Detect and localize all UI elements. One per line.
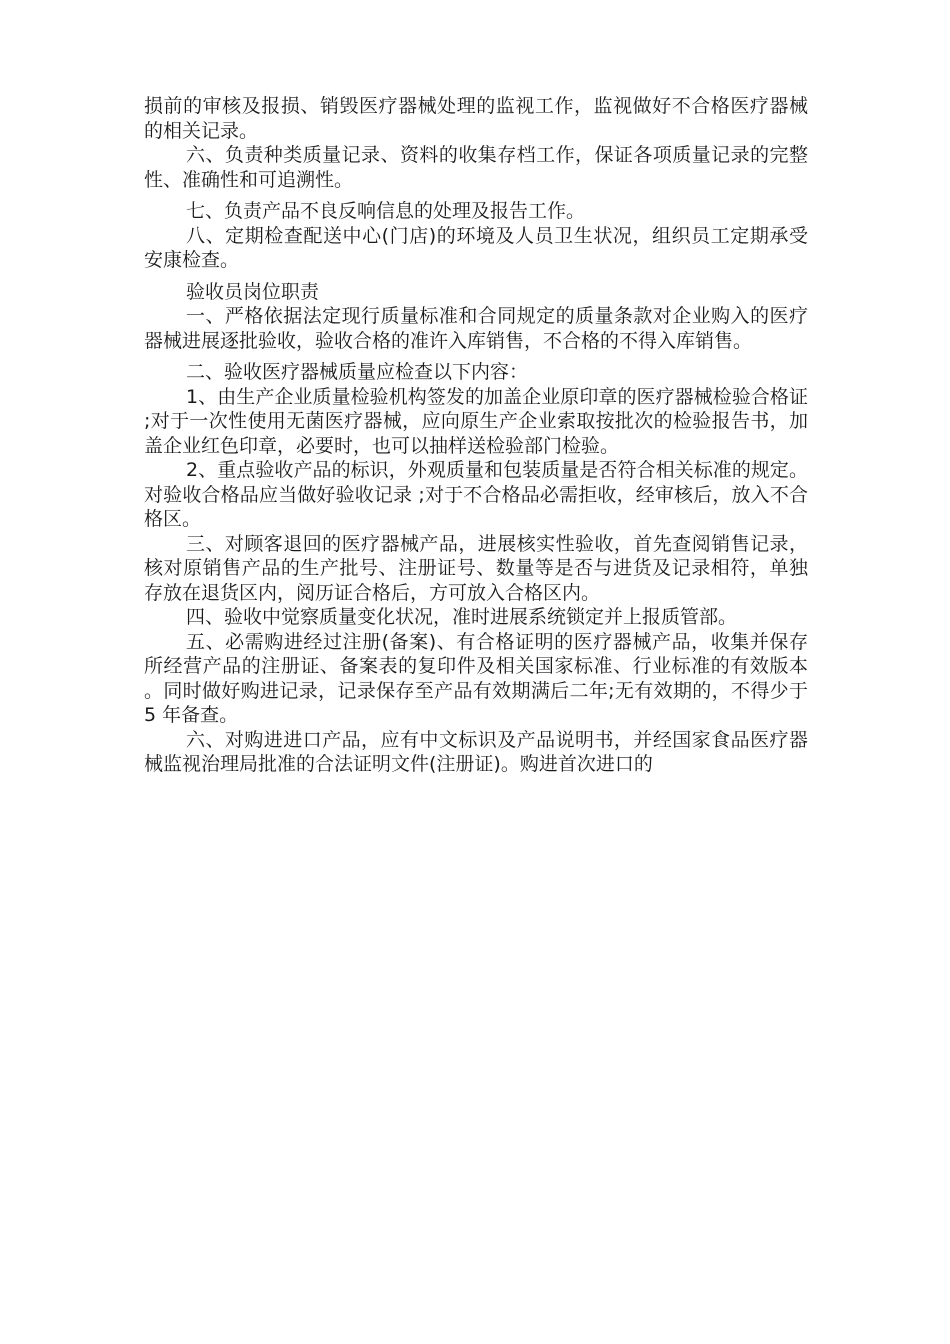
paragraph-acceptance-6: 六、对购进进口产品，应有中文标识及产品说明书，并经国家食品医疗器械监视治理局批准的合法证明文件(注册证)。购进首次进口的 xyxy=(144,728,808,775)
paragraph-acceptance-3: 三、对顾客退回的医疗器械产品，进展核实性验收，首先查阅销售记录，核对原销售产品的生产批号、注册证号、数量等是否与进货及记录相符，单独存放在退货区内，阅历证合格后，方可放入合格区内。 xyxy=(144,532,808,604)
paragraph-subitem-1: 1、由生产企业质量检验机构签发的加盖企业原印章的医疗器械检验合格证;对于一次性使用无菌医疗器械，应向原生产企业索取按批次的检验报告书，加盖企业红色印章，必要时，也可以抽样送检验部门检验。 xyxy=(144,385,808,457)
paragraph-item-7: 七、负责产品不良反响信息的处理及报告工作。 xyxy=(186,200,586,222)
paragraph-item-6: 六、负责种类质量记录、资料的收集存档工作，保证各项质量记录的完整性、准确性和可追溯性。 xyxy=(144,144,808,191)
paragraph-acceptance-1: 一、严格依据法定现行质量标准和合同规定的质量条款对企业购入的医疗器械进展逐批验收，验收合格的准许入库销售，不合格的不得入库销售。 xyxy=(144,305,808,352)
paragraph-continuation: 损前的审核及报损、销毁医疗器械处理的监视工作，监视做好不合格医疗器械的相关记录。 xyxy=(144,95,808,142)
section-heading: 验收员岗位职责 xyxy=(186,280,320,303)
document-body xyxy=(144,94,808,777)
paragraph-acceptance-5: 五、必需购进经过注册(备案)、有合格证明的医疗器械产品，收集并保存所经营产品的注册证、备案表的复印件及相关国家标准、行业标准的有效版本。同时做好购进记录，记录保存至产品有效期满后二年;无有效期的，不得少于 5 年备查。 xyxy=(144,630,808,726)
paragraph-item-8: 八、定期检查配送中心(门店)的环境及人员卫生状况，组织员工定期承受安康检查。 xyxy=(144,224,808,271)
paragraph-subitem-2: 2、重点验收产品的标识，外观质量和包装质量是否符合相关标准的规定。对验收合格品应当做好验收记录 ;对于不合格品必需拒收，经审核后，放入不合格区。 xyxy=(144,459,808,530)
paragraph-acceptance-2: 二、验收医疗器械质量应检查以下内容： xyxy=(186,361,529,383)
paragraph-acceptance-4: 四、验收中觉察质量变化状况，准时进展系统锁定并上报质管部。 xyxy=(186,606,738,628)
